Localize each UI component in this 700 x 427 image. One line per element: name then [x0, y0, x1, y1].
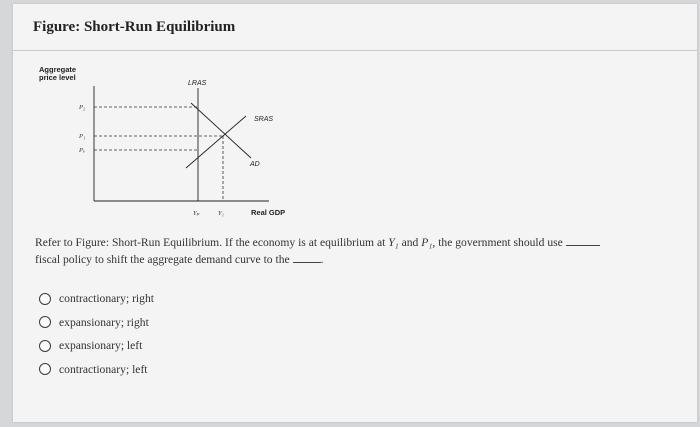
option-contractionary-right[interactable] — [39, 287, 154, 311]
question-part3: fiscal policy to shift the aggregate demand curve to the — [35, 253, 293, 266]
option-label: contractionary; left — [59, 362, 148, 376]
equilibrium-graph — [21, 58, 311, 228]
p2-label: P₂ — [79, 104, 86, 111]
option-label: expansionary; left — [59, 339, 143, 353]
ad-line — [191, 103, 251, 158]
question-p1: P₁ — [421, 236, 433, 249]
question-and: and — [398, 236, 422, 249]
question-card — [13, 4, 697, 422]
option-expansionary-right[interactable] — [39, 311, 154, 335]
x-axis-label: Real GDP — [251, 208, 286, 217]
card-header — [13, 4, 697, 51]
radio-button[interactable] — [39, 293, 51, 305]
option-label: contractionary; right — [59, 292, 154, 306]
option-expansionary-left[interactable] — [39, 334, 154, 358]
y1-label: Y₁ — [218, 210, 224, 217]
y-axis-label-line1: Aggregate — [39, 65, 77, 74]
question-text — [35, 234, 675, 268]
figure-title: Figure: Short-Run Equilibrium — [33, 19, 236, 35]
answer-blank-1 — [566, 235, 600, 246]
question-end: . — [320, 253, 324, 266]
sras-label: SRAS — [254, 116, 274, 123]
lras-label: LRAS — [188, 80, 207, 87]
answer-options — [39, 287, 154, 381]
equilibrium-figure — [21, 58, 311, 228]
radio-button[interactable] — [39, 340, 51, 352]
ad-label: AD — [250, 161, 260, 168]
question-y1: Y₁ — [388, 236, 399, 249]
option-contractionary-left[interactable] — [39, 358, 154, 382]
radio-button[interactable] — [39, 363, 51, 375]
radio-button[interactable] — [39, 316, 51, 328]
sras-line — [186, 116, 246, 168]
answer-blank-2 — [293, 252, 321, 263]
y-axis-label-line2: price level — [39, 73, 76, 82]
question-part1: Refer to Figure: Short-Run Equilibrium. If the economy is at equilibrium at — [35, 236, 389, 249]
yp-label: Yₚ — [193, 210, 200, 217]
question-part2: , the government should use — [432, 236, 566, 249]
option-label: expansionary; right — [59, 315, 149, 329]
pe-label: Pₑ — [79, 147, 85, 154]
p1-label: P₁ — [79, 133, 86, 140]
